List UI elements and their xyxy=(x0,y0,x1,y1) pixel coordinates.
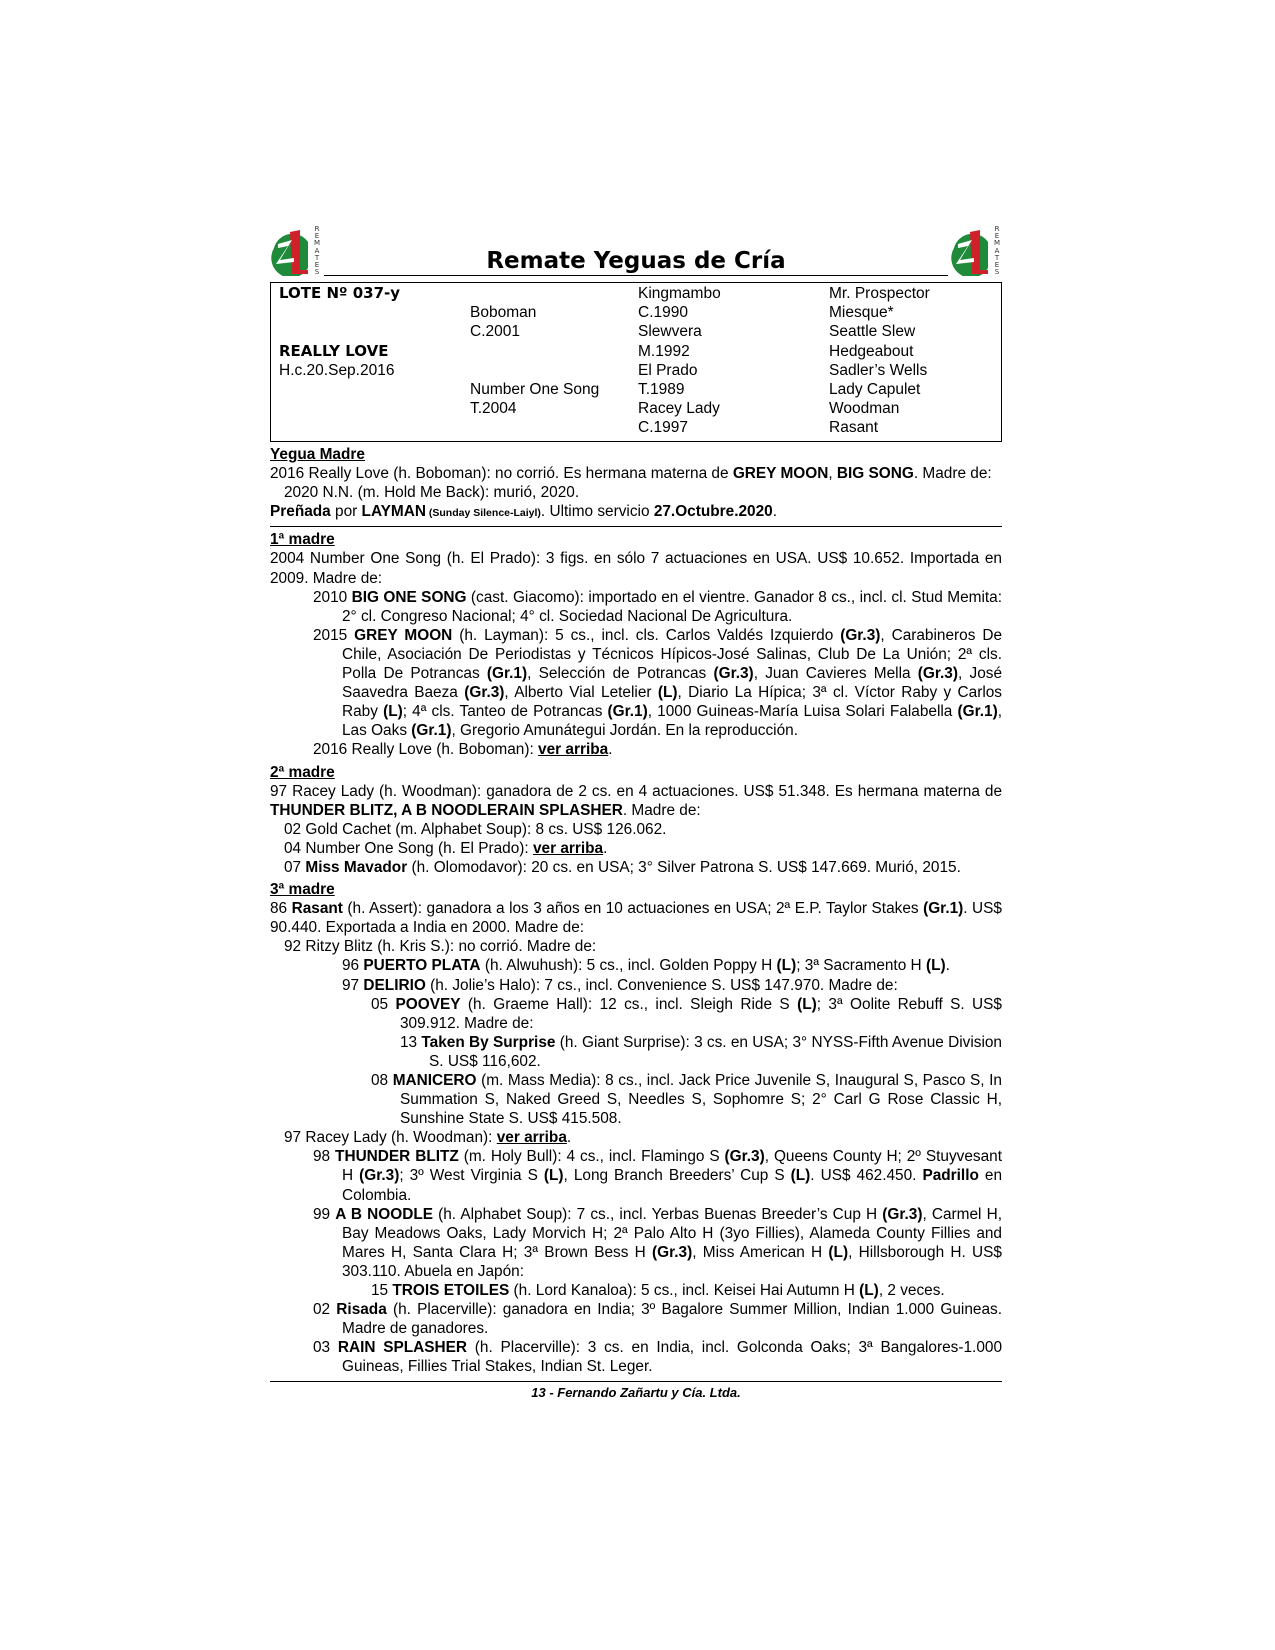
catalog-body xyxy=(270,445,1002,1377)
section-heading-1a-madre: 1ª madre xyxy=(270,531,335,549)
pedigree-cell: Kingmambo xyxy=(638,285,721,302)
pedigree-cell: Hedgeabout xyxy=(829,342,914,360)
pedigree-table xyxy=(270,282,1002,442)
pedigree-cell: C.1997 xyxy=(638,419,688,437)
section-divider xyxy=(270,526,1002,527)
logo-side-text: R E M A T E S xyxy=(993,225,1001,277)
list-item: 02 Gold Cachet (m. Alphabet Soup): 8 cs. US$ 126.062. xyxy=(284,820,667,838)
madre2-intro: 97 Racey Lady (h. Woodman): ganadora de 2 cs. en 4 actuaciones. US$ 51.348. Es hermana materna de THUNDER BLITZ, A B NOODLERAIN SPLASHER. Madre de: xyxy=(270,782,1002,819)
pedigree-cell: M.1992 xyxy=(638,342,690,360)
prenada-line: Preñada por LAYMAN (Sunday Silence-Laiyl). Ultimo servicio 27.Octubre.2020. xyxy=(270,503,778,521)
zl-logo-icon xyxy=(270,226,312,276)
horse-name: REALLY LOVE xyxy=(279,341,389,360)
dam-year: T.2004 xyxy=(470,400,517,418)
lot-number: LOTE Nº 037-y xyxy=(279,284,401,302)
list-item: 07 Miss Mavador (h. Olomodavor): 20 cs. en USA; 3° Silver Patrona S. US$ 147.669. Murió, 2015. xyxy=(284,858,961,876)
list-item: 2020 N.N. (m. Hold Me Back): murió, 2020. xyxy=(284,484,580,502)
dam: Number One Song xyxy=(470,381,600,399)
yegua-madre-paragraph: 2016 Really Love (h. Boboman): no corrió. Es hermana materna de GREY MOON, BIG SONG. Madre de: xyxy=(270,465,992,483)
catalog-page xyxy=(270,226,1002,1400)
pedigree-cell: Seattle Slew xyxy=(829,323,916,341)
list-item: 96 PUERTO PLATA (h. Alwuhush): 5 cs., incl. Golden Poppy H (L); 3ª Sacramento H (L). xyxy=(342,957,950,975)
list-item: 92 Ritzy Blitz (h. Kris S.): no corrió. Madre de: xyxy=(284,938,597,956)
pedigree-col-great-grandparents xyxy=(829,284,930,438)
pedigree-col-lot xyxy=(279,284,400,380)
pedigree-cell: Slewvera xyxy=(638,323,702,341)
ver-arriba-ref: ver arriba xyxy=(532,839,604,857)
madre1-intro: 2004 Number One Song (h. El Prado): 3 figs. en sólo 7 actuaciones en USA. US$ 10.652. Importada en 2009. Madre de: xyxy=(270,550,1002,587)
zl-logo-icon xyxy=(950,226,992,276)
pedigree-col-grandparents xyxy=(638,284,721,438)
section-heading-yegua-madre: Yegua Madre xyxy=(270,446,365,463)
list-item: 2010 BIG ONE SONG (cast. Giacomo): importado en el vientre. Ganador 8 cs., incl. cl. Stud Memita: 2° cl. Congreso Nacional; 4° cl. Sociedad Nacional De Agricultura. xyxy=(313,588,1002,625)
pedigree-col-parents xyxy=(470,284,599,418)
list-item: 98 THUNDER BLITZ (m. Holy Bull): 4 cs., incl. Flamingo S (Gr.3), Queens County H; 2º Stuyvesant H (Gr.3); 3º West Virginia S (L), Long Branch Breeders’ Cup S (L). US$ 462.450. Padrillo en Colombia. xyxy=(313,1148,1003,1204)
pedigree-cell: T.1989 xyxy=(638,381,685,399)
section-heading-3a-madre: 3ª madre xyxy=(270,881,335,899)
remates-logo-left xyxy=(270,226,322,276)
pedigree-cell: Rasant xyxy=(829,419,879,437)
header-rule xyxy=(324,275,948,276)
section-heading-2a-madre: 2ª madre xyxy=(270,763,335,781)
sire: Boboman xyxy=(470,304,537,322)
pedigree-cell: Racey Lady xyxy=(638,400,720,418)
remates-logo-right xyxy=(950,226,1002,276)
page-title: Remate Yeguas de Cría xyxy=(486,248,786,274)
horse-birth: H.c.20.Sep.2016 xyxy=(279,361,395,379)
page-footer: 13 - Fernando Zañartu y Cía. Ltda. xyxy=(531,1384,741,1400)
list-item: 15 TROIS ETOILES (h. Lord Kanaloa): 5 cs., incl. Keisei Hai Autumn H (L), 2 veces. xyxy=(371,1282,945,1300)
pedigree-cell: Woodman xyxy=(829,400,900,418)
pedigree-cell: Sadler’s Wells xyxy=(829,361,928,379)
list-item: 05 POOVEY (h. Graeme Hall): 12 cs., incl. Sleigh Ride S (L); 3ª Oolite Rebuff S. US$ 309.912. Madre de: xyxy=(371,995,1002,1032)
madre3-intro: 86 Rasant (h. Assert): ganadora a los 3 años en 10 actuaciones en USA; 2ª E.P. Taylor Stakes (Gr.1). US$ 90.440. Exportada a India en 2000. Madre de: xyxy=(270,900,1002,937)
list-item: 13 Taken By Surprise (h. Giant Surprise): 3 cs. en USA; 3° NYSS-Fifth Avenue Division S. US$ 116,602. xyxy=(400,1033,1002,1070)
page-header xyxy=(270,226,1002,278)
list-item: 97 DELIRIO (h. Jolie’s Halo): 7 cs., incl. Convenience S. US$ 147.970. Madre de: xyxy=(342,976,898,994)
pedigree-cell: C.1990 xyxy=(638,304,688,322)
list-item: 2016 Really Love (h. Boboman): ver arriba. xyxy=(313,741,613,759)
list-item: 08 MANICERO (m. Mass Media): 8 cs., incl. Jack Price Juvenile S, Inaugural S, Pasco S, In Summation S, Naked Greed S, Needles S, Sophomre S; 2° Carl G Rose Classic H, Sunshine State S. US$ 415.508. xyxy=(371,1072,1002,1128)
pedigree-cell: Mr. Prospector xyxy=(829,285,930,302)
list-item: 99 A B NOODLE (h. Alphabet Soup): 7 cs., incl. Yerbas Buenas Breeder’s Cup H (Gr.3), Carmel H, Bay Meadows Oaks, Lady Morvich H; 2ª Palo Alto H (3yo Fillies), Alameda County Fillies and Mares H, Santa Clara H; 3ª Brown Bess H (Gr.3), Miss American H (L), Hillsborough H. US$ 303.110. Abuela en Japón: xyxy=(313,1205,1002,1280)
footer-rule xyxy=(270,1381,1002,1382)
list-item: 03 RAIN SPLASHER (h. Placerville): 3 cs. en India, incl. Golconda Oaks; 3ª Bangalores-1.000 Guineas, Fillies Trial Stakes, Indian St. Leger. xyxy=(313,1339,1002,1376)
pedigree-cell: El Prado xyxy=(638,361,698,379)
ver-arriba-ref: ver arriba xyxy=(496,1129,567,1147)
list-item: 04 Number One Song (h. El Prado): ver arriba. xyxy=(284,839,608,857)
pedigree-cell: Lady Capulet xyxy=(829,381,921,399)
ver-arriba-ref: ver arriba xyxy=(538,741,609,759)
list-item: 02 Risada (h. Placerville): ganadora en India; 3º Bagalore Summer Million, Indian 1.000 Guineas. Madre de ganadores. xyxy=(313,1301,1002,1338)
pedigree-cell: Miesque* xyxy=(829,304,894,322)
sire-year: C.2001 xyxy=(470,323,520,341)
list-item: 2015 GREY MOON (h. Layman): 5 cs., incl. cls. Carlos Valdés Izquierdo (Gr.3), Carabineros De Chile, Asociación De Periodistas y Técnicos Hípicos-José Salinas, Club De La Unión; 2ª cls. Polla De Potrancas (Gr.1), Selección de Potrancas (Gr.3), Juan Cavieres Mella (Gr.3), José Saavedra Baeza (Gr.3), Alberto Vial Letelier (L), Diario La Hípica; 3ª cl. Víctor Raby y Carlos Raby (L); 4ª cls. Tanteo de Potrancas (Gr.1), 1000 Guineas-María Luisa Solari Falabella (Gr.1), Las Oaks (Gr.1), Gregorio Amunátegui Jordán. En la reproducción. xyxy=(313,626,1003,740)
logo-side-text: R E M A T E S xyxy=(313,225,321,277)
list-item: 97 Racey Lady (h. Woodman): ver arriba. xyxy=(284,1129,572,1147)
